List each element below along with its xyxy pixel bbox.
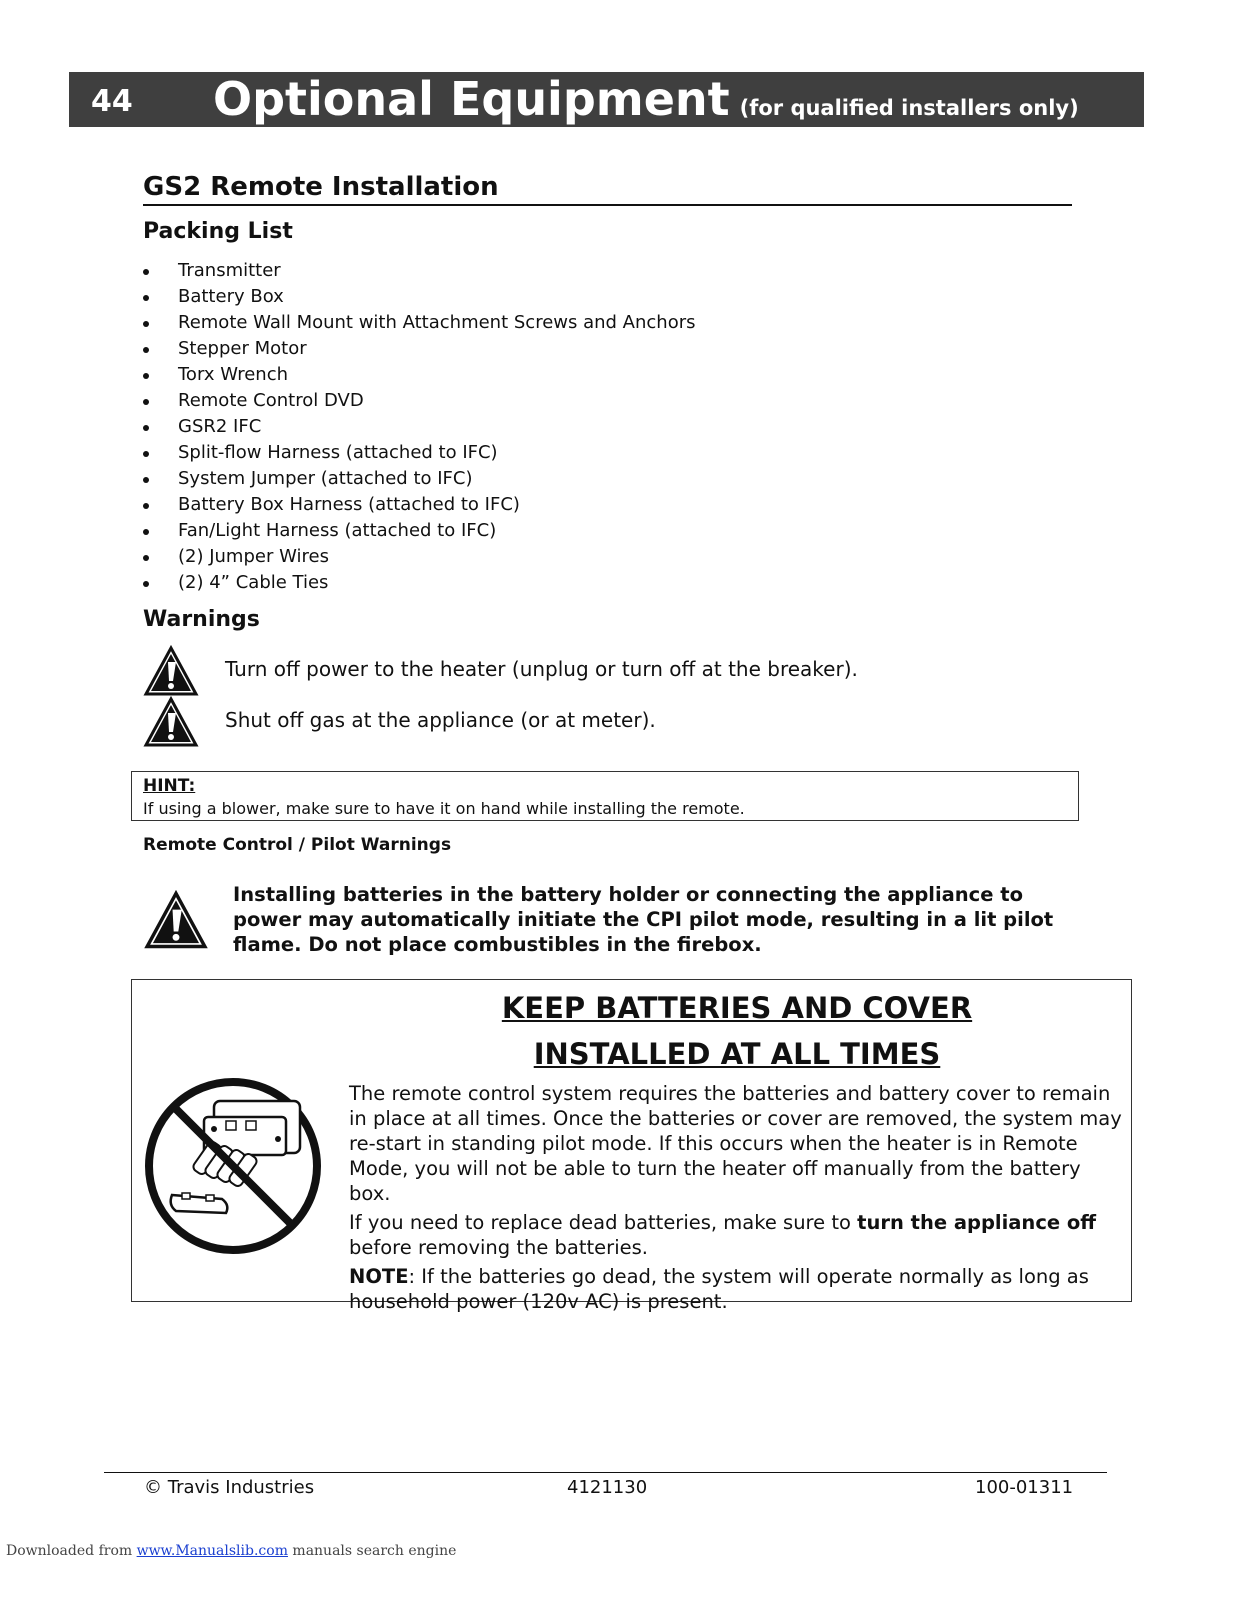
no-battery-removal-icon (142, 1075, 324, 1257)
list-item: Transmitter (143, 258, 696, 284)
list-item: System Jumper (attached to IFC) (143, 466, 696, 492)
list-item: Battery Box (143, 284, 696, 310)
list-item: Torx Wrench (143, 362, 696, 388)
heading-line-2: INSTALLED AT ALL TIMES (533, 1037, 941, 1071)
page-number: 44 (91, 84, 133, 119)
list-item: Remote Control DVD (143, 388, 696, 414)
page-footer (104, 1472, 1107, 1503)
list-item: GSR2 IFC (143, 414, 696, 440)
hint-box (131, 771, 1079, 821)
packing-list-title: Packing List (143, 219, 293, 244)
header-title-block (213, 72, 1079, 136)
list-item: Fan/Light Harness (attached to IFC) (143, 518, 696, 544)
page-header (69, 72, 1144, 127)
battery-paragraph-2: If you need to replace dead batteries, make sure to turn the appliance off before removing the batteries. (349, 1211, 1097, 1259)
download-attribution: Downloaded from www.Manualslib.com manuals search engine (6, 1543, 457, 1559)
battery-notice-heading (432, 985, 1042, 1077)
list-item: (2) 4” Cable Ties (143, 570, 696, 596)
remote-pilot-title: Remote Control / Pilot Warnings (143, 835, 452, 855)
battery-paragraph-1: The remote control system requires the batteries and battery cover to remain in place at all times. Once the batteries or cover are removed, the system may re-start in standing pilot mode. If this occurs when the heater is in Remote Mode, you will not be able to turn the heater off manually from the battery box. (349, 1082, 1122, 1205)
battery-notice (131, 979, 1132, 1313)
warning-text: Shut off gas at the appliance (or at meter). (225, 708, 656, 732)
packing-list (143, 258, 696, 596)
hint-text: If using a blower, make sure to have it on hand while installing the remote. (143, 799, 745, 818)
warning-icon (143, 890, 209, 950)
pilot-warning-text: Installing batteries in the battery holder or connecting the appliance to power may automatically initiate the CPI pilot mode, resulting in a lit pilot flame. Do not place combustibles in the firebox. (233, 883, 1054, 956)
warning-text: Turn off power to the heater (unplug or turn off at the breaker). (225, 657, 858, 681)
page-title: Optional Equipment (213, 72, 730, 126)
hint-label: HINT: (143, 776, 196, 796)
battery-paragraph-3: NOTE: If the batteries go dead, the system will operate normally as long as household power (120v AC) is present. (349, 1265, 1089, 1313)
warning-icon (143, 696, 199, 748)
warning-row (143, 645, 1043, 697)
footer-copyright: © Travis Industries (144, 1477, 315, 1498)
warning-icon (143, 645, 199, 697)
warning-row (143, 696, 1043, 748)
list-item: Split-flow Harness (attached to IFC) (143, 440, 696, 466)
list-item: Remote Wall Mount with Attachment Screws and Anchors (143, 310, 696, 336)
section-title: GS2 Remote Installation (143, 172, 1072, 206)
list-item: Battery Box Harness (attached to IFC) (143, 492, 696, 518)
footer-part-number: 100-01311 (975, 1477, 1074, 1498)
heading-line-1: KEEP BATTERIES AND COVER (501, 991, 973, 1025)
battery-notice-body (349, 1081, 1124, 1318)
manualslib-link[interactable]: www.Manualslib.com (136, 1543, 288, 1559)
footer-doc-number: 4121130 (567, 1477, 648, 1498)
list-item: Stepper Motor (143, 336, 696, 362)
warnings-title: Warnings (143, 607, 260, 632)
page-subtitle: (for qualified installers only) (739, 96, 1079, 120)
list-item: (2) Jumper Wires (143, 544, 696, 570)
pilot-warning (143, 882, 1093, 962)
